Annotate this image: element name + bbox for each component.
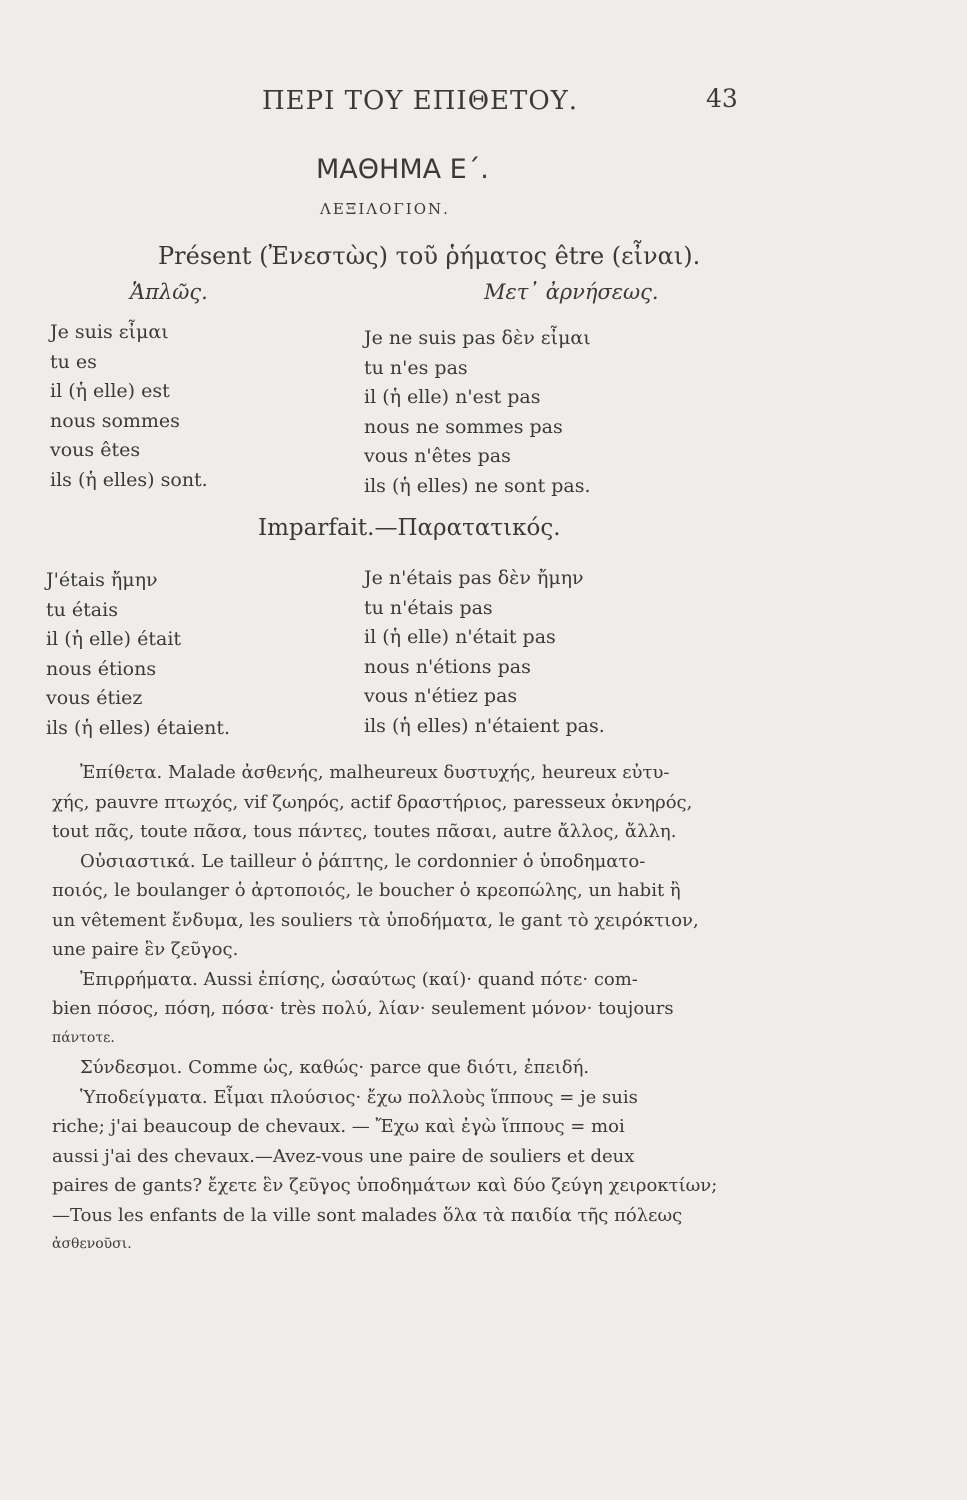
lesson-title: ΜΑΘΗΜΑ Ε΄. xyxy=(316,154,489,185)
conjugation-line: Je n'étais pas δὲν ἤμην xyxy=(364,567,584,589)
present-tense-heading: Présent (Ἐνεστὼς) τοῦ ῥήματος être (εἶναι). xyxy=(158,242,701,270)
note-line: ἀσθενοῦσι. xyxy=(52,1236,132,1252)
note-line: bien πόσος, πόση, πόσα· très πολύ, λίαν· seulement μόνον· toujours xyxy=(52,998,674,1019)
running-header: ΠΕΡΙ ΤΟΥ ΕΠΙΘΕΤΟΥ. xyxy=(262,86,579,116)
note-line: Ὑποδείγματα. Εἶμαι πλούσιος· ἔχω πολλοὺς ἵππους = je suis xyxy=(80,1086,638,1108)
negative-heading: Μετ᾽ ἀρνήσεως. xyxy=(484,280,659,304)
note-line: un vêtement ἔνδυμα, les souliers τὰ ὑποδήματα, le gant τὸ χειρόκτιον, xyxy=(52,909,699,931)
conjugation-line: Je suis εἶμαι xyxy=(50,321,169,343)
section-label: ΛΕΞΙΛΟΓΙΟΝ. xyxy=(320,200,450,218)
note-line: Ἐπιρρήματα. Aussi ἐπίσης, ὡσαύτως (καί)· quand πότε· com- xyxy=(80,968,638,990)
note-line: πάντοτε. xyxy=(52,1029,115,1046)
note-line: ποιός, le boulanger ὁ ἀρτοποιός, le boucher ὁ κρεοπώλης, un habit ἢ xyxy=(52,880,681,901)
present-affirmative-list xyxy=(50,318,208,495)
note-line: aussi j'ai des chevaux.—Avez-vous une paire de souliers et deux xyxy=(52,1145,635,1167)
conjugation-line: J'étais ἤμην xyxy=(46,569,158,591)
page-number: 43 xyxy=(706,84,738,113)
conjugation-line: ils (ἡ elles) sont. xyxy=(50,468,208,491)
conjugation-line: Je ne suis pas δὲν εἶμαι xyxy=(364,327,591,349)
conjugation-line: nous n'étions pas xyxy=(364,655,531,678)
conjugation-line: ils (ἡ elles) n'étaient pas. xyxy=(364,714,605,737)
conjugation-line: nous sommes xyxy=(50,409,180,432)
conjugation-line: il (ἡ elle) n'est pas xyxy=(364,386,541,408)
note-line: une paire ἓν ζεῦγος. xyxy=(52,939,239,960)
note-line: χής, pauvre πτωχός, vif ζωηρός, actif δραστήριος, paresseux ὀκνηρός, xyxy=(52,791,693,813)
vocabulary-notes xyxy=(52,758,740,1260)
conjugation-line: nous ne sommes pas xyxy=(364,415,563,438)
conjugation-line: vous étiez xyxy=(46,687,143,709)
present-negative-list xyxy=(364,324,591,501)
conjugation-line: ils (ἡ elles) ne sont pas. xyxy=(364,474,591,497)
conjugation-line: vous n'êtes pas xyxy=(364,445,511,467)
conjugation-line: il (ἡ elle) était xyxy=(46,628,182,650)
imparfait-affirmative-list xyxy=(46,566,230,743)
imparfait-negative-list xyxy=(364,564,605,741)
conjugation-line: tu n'es pas xyxy=(364,356,468,379)
conjugation-line: ils (ἡ elles) étaient. xyxy=(46,716,231,739)
note-line: paires de gants? ἔχετε ἓν ζεῦγος ὑποδημάτων καὶ δύο ζεύγη χειροκτίων; xyxy=(52,1175,718,1196)
conjugation-line: tu es xyxy=(50,350,97,373)
conjugation-line: il (ἡ elle) est xyxy=(50,380,170,402)
affirmative-heading: Ἁπλῶς. xyxy=(130,280,208,304)
note-line: —Tous les enfants de la ville sont malades ὅλα τὰ παιδία τῆς πόλεως xyxy=(52,1204,683,1226)
conjugation-line: il (ἡ elle) n'était pas xyxy=(364,626,556,648)
conjugation-line: nous étions xyxy=(46,657,157,680)
note-line: Οὐσιαστικά. Le tailleur ὁ ῥάπτης, le cordonnier ὁ ὑποδηματο- xyxy=(80,850,646,872)
conjugation-line: tu n'étais pas xyxy=(364,596,493,619)
note-line: riche; j'ai beaucoup de chevaux. — Ἔχω καὶ ἐγὼ ἵππους = moi xyxy=(52,1116,625,1137)
note-line: tout πᾶς, toute πᾶσα, tous πάντες, toutes πᾶσαι, autre ἄλλος, ἄλλη. xyxy=(52,821,677,842)
conjugation-line: vous êtes xyxy=(50,439,141,461)
imparfait-heading: Imparfait.—Παρατατικός. xyxy=(258,515,561,541)
note-line: Ἐπίθετα. Malade ἀσθενής, malheureux δυστυχής, heureux εὐτυ- xyxy=(80,762,670,783)
conjugation-line: tu étais xyxy=(46,598,118,621)
conjugation-line: vous n'étiez pas xyxy=(364,685,518,707)
note-line: Σύνδεσμοι. Comme ὡς, καθώς· parce que διότι, ἐπειδή. xyxy=(80,1057,590,1078)
